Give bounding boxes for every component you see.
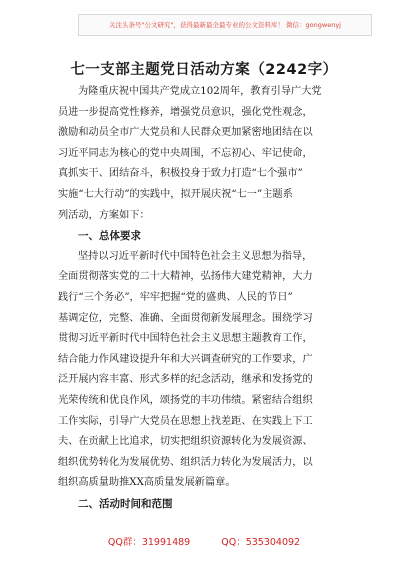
paragraph-line: 激励和动员全市广大党员和人民群众更加紧密地团结在以 (58, 127, 313, 139)
paragraph-line: 全面贯彻落实党的二十大精神，弘扬伟大建党精神，大力 (58, 271, 313, 283)
promo-banner: 关注头条号"公文研究"，获得最新最全最专业的公文资料库！ 微信：gongwenyj (78, 14, 372, 36)
paragraph-line: 结合能力作风建设提升年和大兴调查研究的工作要求，广 (58, 353, 313, 365)
paragraph-line: 列活动，方案如下： (58, 209, 150, 221)
paragraph-line: 员进一步提高党性修养，增强党员意识，强化党性观念， (58, 106, 313, 118)
paragraph-line: 践行“三个务必”，牢牢把握“党的盛典、人民的节日” (58, 291, 293, 303)
intro-paragraph (58, 82, 366, 226)
paragraph-line: 泛开展内容丰富、形式多样的纪念活动，继承和发扬党的 (58, 374, 313, 386)
qq-group-number: QQ群：31991489 (107, 537, 191, 548)
paragraph-line: 夫、在贡献上比追求，切实把组织资源转化为发展资源、 (58, 436, 313, 448)
paragraph-line: 工作实际，引导广大党员在思想上找差距、在实践上下工 (58, 415, 313, 427)
document-title: 七一支部主题党日活动方案（2242字） (70, 62, 338, 78)
contact-footer (0, 534, 408, 548)
paragraph-line: 实施“七大行动”的实践中，拟开展庆祝“七一”主题系 (58, 188, 293, 200)
section-heading-time-and-scope: 二、活动时间和范围 (78, 497, 173, 510)
paragraph-line: 组织高质量助推XX高质量发展新篇章。 (58, 477, 236, 489)
section1-paragraph (58, 247, 366, 494)
document-body (58, 82, 366, 514)
paragraph-line: 贯彻习近平新时代中国特色社会主义思想主题教育工作， (58, 333, 313, 345)
paragraph-line: 基调定位，完整、准确、全面贯彻新发展理念。围绕学习 (58, 312, 313, 324)
paragraph-line: 光荣传统和优良作风，颂扬党的丰功伟绩。紧密结合组织 (58, 394, 313, 406)
paragraph-line: 习近平同志为核心的党中央周围，不忘初心、牢记使命， (58, 147, 313, 159)
paragraph-line: 真抓实干、团结奋斗，积极投身于致力打造“七个强市” (58, 168, 303, 180)
paragraph-line: 为隆重庆祝中国共产党成立102周年，教育引导广大党 (78, 86, 322, 97)
qq-number: QQ：535304092 (221, 537, 301, 548)
section-heading-general-requirements: 一、总体要求 (78, 230, 141, 243)
paragraph-line: 组织优势转化为发展优势、组织活力转化为发展活力，以 (58, 456, 313, 468)
paragraph-line: 坚持以习近平新时代中国特色社会主义思想为指导， (78, 250, 313, 262)
